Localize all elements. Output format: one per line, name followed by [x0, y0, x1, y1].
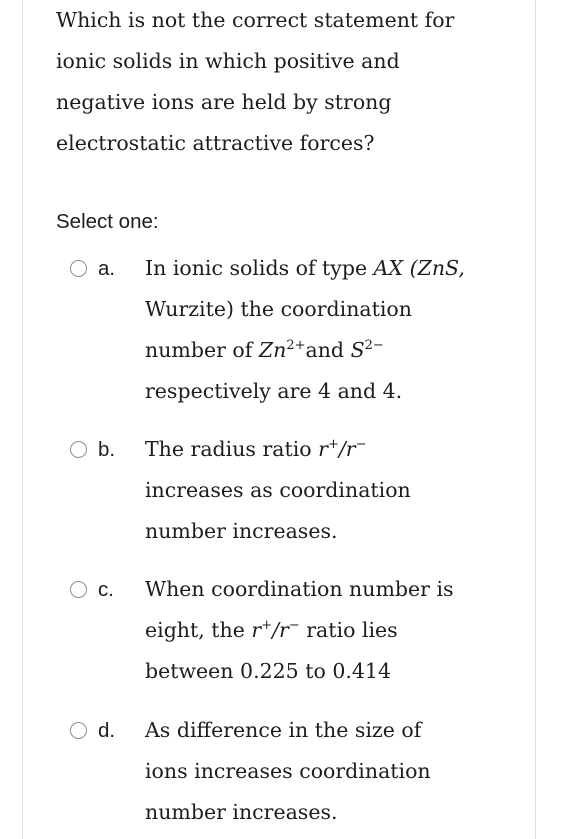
- option-b-text: [145, 429, 545, 552]
- option-a-line-2: Wurzite) the coordination: [145, 297, 412, 321]
- question-line: electrostatic attractive forces?: [56, 131, 375, 155]
- option-a-line-1: In ionic solids of type AX (ZnS,: [145, 256, 465, 280]
- select-one-label: Select one:: [56, 210, 159, 233]
- question-line: Which is not the correct statement for: [56, 8, 455, 32]
- option-d-text: [145, 710, 545, 833]
- option-a-line-3: number of $Zn^{2+}and$ $S^{2-}$: [145, 338, 384, 362]
- question-line: ionic solids in which positive and: [56, 49, 400, 73]
- option-c-line-2: eight, the r+/r− ratio lies: [145, 618, 398, 642]
- option-c-letter: c.: [98, 578, 114, 601]
- option-d-line-1: As difference in the size of: [145, 718, 422, 742]
- option-d-radio[interactable]: [70, 722, 87, 739]
- option-d-line-3: number increases.: [145, 800, 338, 824]
- question-line: negative ions are held by strong: [56, 90, 392, 114]
- option-b-radio[interactable]: [70, 441, 87, 458]
- option-b-letter: b.: [98, 438, 116, 461]
- option-a-radio[interactable]: [70, 260, 87, 277]
- option-a-text: [145, 248, 545, 412]
- option-c-line-3: between 0.225 to 0.414: [145, 659, 392, 683]
- option-b-line-3: number increases.: [145, 519, 338, 543]
- option-d-line-2: ions increases coordination: [145, 759, 431, 783]
- option-c-radio[interactable]: [70, 581, 87, 598]
- option-b-line-1: The radius ratio r+/r−: [145, 437, 367, 461]
- option-c-line-1: When coordination number is: [145, 577, 454, 601]
- option-a-letter: a.: [98, 257, 116, 280]
- option-b-line-2: increases as coordination: [145, 478, 411, 502]
- option-c-text: [145, 569, 545, 692]
- question-text: [56, 0, 526, 164]
- option-a-line-4: respectively are 4 and 4.: [145, 379, 403, 403]
- option-d-letter: d.: [98, 719, 116, 742]
